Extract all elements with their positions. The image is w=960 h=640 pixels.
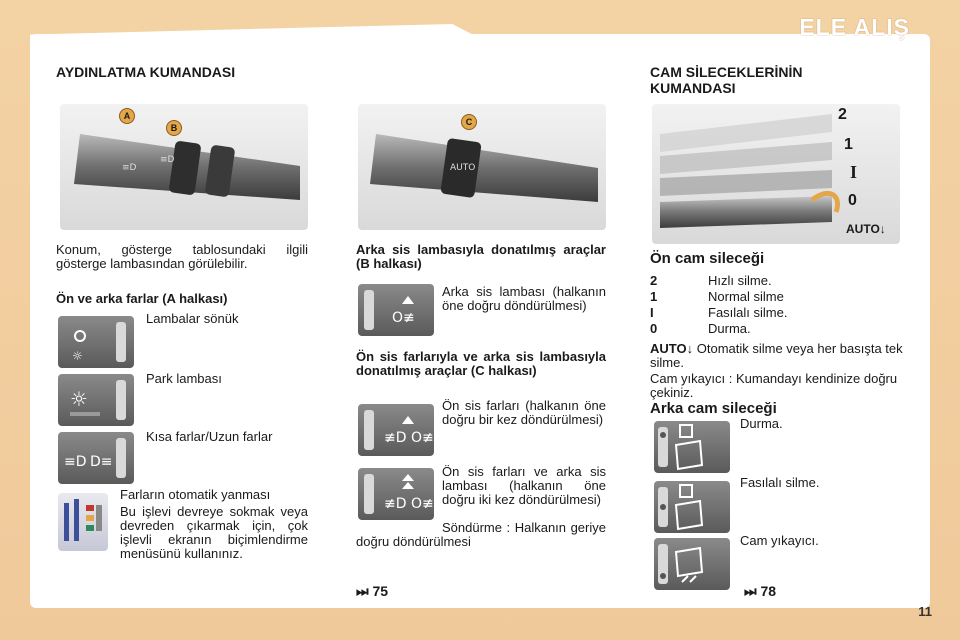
rear-wiper-off-label: Durma. — [740, 416, 783, 431]
rear-fog-icon — [358, 284, 434, 336]
rear-fog-text: Arka sis lambası (halkanın öne doğru döndürülmesi) — [442, 284, 606, 313]
wiper-pos-1: 1 — [844, 136, 853, 153]
front-wiper-row: 0 Durma. — [650, 321, 751, 336]
lighting-intro: Konum, gösterge tablosundaki ilgili gösterge lambasından görülebilir. — [56, 242, 308, 271]
page-ref-arrow-icon: ⏭ — [356, 583, 369, 599]
ring-a-badge: A — [119, 108, 135, 124]
front-rear-fog-icon — [358, 468, 434, 520]
front-wiper-row: 1 Normal silme — [650, 289, 784, 304]
svg-text:≢D O≢: ≢D O≢ — [384, 430, 434, 446]
svg-text:≡D: ≡D — [122, 163, 137, 173]
front-fog-text: Ön sis farları (halkanın öne doğru bir kez döndürülmesi) — [442, 398, 606, 427]
ring-b-badge: B — [166, 120, 182, 136]
headlight-label: Kısa farlar/Uzun farlar — [146, 429, 273, 444]
svg-text:AUTO: AUTO — [450, 163, 476, 173]
svg-text:☼: ☼ — [72, 349, 83, 363]
wiper-page-ref[interactable]: ⏭ 78 — [744, 583, 777, 599]
wiper-pos-2: 2 — [838, 106, 847, 123]
headlight-icon — [58, 432, 134, 484]
wiper-section-title: CAM SİLECEKLERİNİN KUMANDASI — [650, 64, 803, 96]
svg-text:☼: ☼ — [70, 387, 88, 411]
rear-wiper-intermittent-icon — [654, 481, 730, 533]
auto-headlight-title: Farların otomatik yanması — [120, 487, 271, 502]
svg-text:D≡: D≡ — [90, 454, 113, 470]
ring-a-title: Ön ve arka farlar (A halkası) — [56, 291, 228, 306]
fog-off-text: Söndürme : Halkanın geriye doğru döndürülmesi — [356, 520, 606, 549]
svg-text:≡D: ≡D — [64, 454, 87, 470]
washer-text: Cam yıkayıcı : Kumandayı kendinize doğru çekiniz. — [650, 371, 898, 400]
fog-stalk-photo — [358, 104, 606, 230]
chapter-title: ELE ALIŞ — [799, 14, 910, 40]
front-rear-fog-title: Ön sis farlarıyla ve arka sis lambasıyla donatılmış araçlar (C halkası) — [356, 349, 606, 378]
front-wiper-title: Ön cam sileceği — [650, 250, 765, 267]
wiper-stalk-photo — [652, 104, 900, 244]
wiper-pos-0: 0 — [848, 192, 857, 209]
front-wiper-row: I Fasılalı silme. — [650, 305, 788, 320]
page-number: 11 — [918, 604, 932, 619]
page-ref-arrow-icon: ⏭ — [744, 583, 757, 599]
auto-wiper-row: AUTO↓ Otomatik silme veya her basışta tek silme. — [650, 341, 903, 370]
lights-off-icon — [58, 316, 134, 368]
wiper-pos-auto: AUTO↓ — [846, 222, 886, 236]
rear-fog-title: Arka sis lambasıyla donatılmış araçlar (B halkası) — [356, 242, 606, 271]
parking-light-icon — [58, 374, 134, 426]
rear-washer-label: Cam yıkayıcı. — [740, 533, 819, 548]
fog-page-ref[interactable]: ⏭ 75 — [356, 583, 389, 599]
lighting-stalk-photo — [60, 104, 308, 230]
rear-washer-icon — [654, 538, 730, 590]
rear-wiper-intermittent-label: Fasılalı silme. — [740, 475, 820, 490]
front-wiper-row: 2 Hızlı silme. — [650, 273, 772, 288]
settings-menu-icon — [58, 493, 108, 551]
svg-text:≡D: ≡D — [160, 155, 175, 165]
rear-wiper-off-icon — [654, 421, 730, 473]
lights-off-label: Lambalar sönük — [146, 311, 239, 326]
front-rear-fog-text: Ön sis farları ve arka sis lambası (halkanın öne doğru iki kez döndürülmesi) — [442, 464, 606, 507]
wiper-pos-i: I — [850, 162, 858, 182]
arrow-down-icon: ↓ — [686, 341, 694, 356]
rear-wiper-title: Arka cam sileceği — [650, 400, 777, 417]
svg-text:≢D O≢: ≢D O≢ — [384, 496, 434, 512]
lighting-section-title: AYDINLATMA KUMANDASI — [56, 64, 236, 80]
auto-headlight-text: Bu işlevi devreye sokmak veya devreden çıkarmak için, çok işlevli ekranın biçimlendirme menüsünü kullanınız. — [120, 504, 308, 561]
svg-text:O≢: O≢ — [392, 310, 415, 326]
parking-light-label: Park lambası — [146, 371, 222, 386]
front-fog-icon — [358, 404, 434, 456]
ring-c-badge: C — [461, 114, 477, 130]
arrow-down-icon: ↓ — [879, 222, 886, 236]
